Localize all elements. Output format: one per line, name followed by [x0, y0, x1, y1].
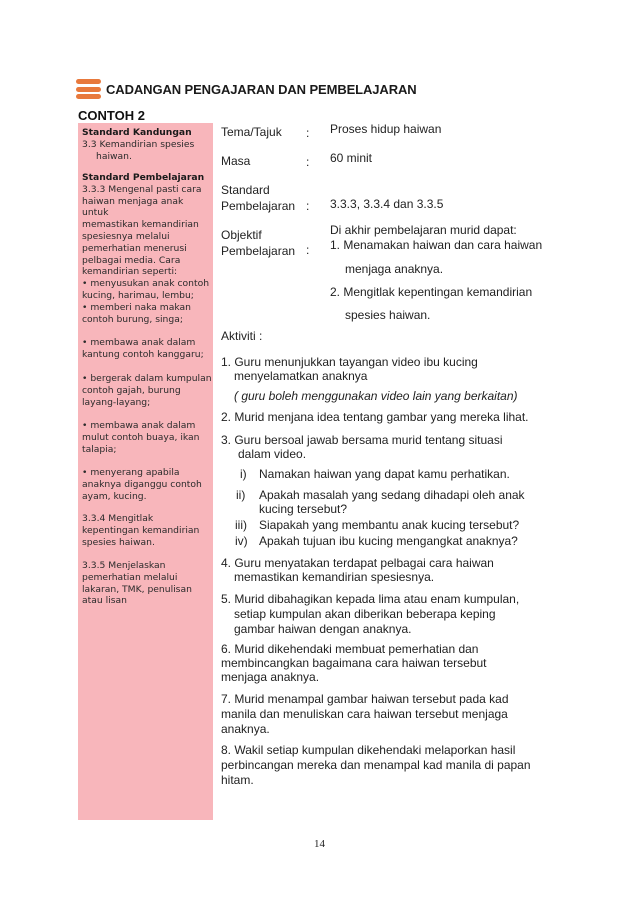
objektif-label	[221, 227, 295, 259]
sp-line: 3.3.3 Mengenal pasti cara	[82, 183, 202, 195]
section-header	[76, 78, 417, 100]
sp-line: pelbagai media. Cara	[82, 254, 181, 266]
page-number: 14	[314, 838, 325, 850]
activity-7-cont: anaknya.	[221, 722, 270, 736]
bullet-item	[82, 373, 212, 408]
question-number: i)	[240, 467, 247, 481]
question-2: Apakah masalah yang sedang dihadapi oleh anak	[259, 488, 525, 502]
activity-8-cont: perbincangan mereka dan menampal kad manila di papan	[221, 758, 531, 772]
bullet-line: • menyusukan anak contoh	[82, 278, 210, 290]
obj-label-line: Objektif	[221, 228, 262, 242]
s334-line: spesies haiwan.	[82, 536, 155, 548]
activity-5-cont: gambar haiwan dengan anaknya.	[234, 622, 412, 636]
standards-sidebar	[78, 123, 213, 820]
objektif-1: 1. Menamakan haiwan dan cara haiwan	[330, 238, 543, 252]
tema-label: Tema/Tajuk	[221, 125, 282, 139]
tema-value: Proses hidup haiwan	[330, 122, 442, 136]
activity-7: 7. Murid menampal gambar haiwan tersebut pada kad	[221, 692, 509, 706]
bullet-line: talapia;	[82, 443, 117, 455]
bullet-item	[82, 302, 212, 326]
sp-label-line: Pembelajaran	[221, 199, 296, 213]
obj-label-line: Pembelajaran	[221, 244, 296, 258]
bullet-line: contoh burung, singa;	[82, 313, 183, 325]
bullet-line: layang-layang;	[82, 396, 151, 408]
sk-heading: Standard Kandungan	[82, 127, 192, 138]
sp-value: 3.3.3, 3.3.4 dan 3.3.5	[330, 197, 444, 211]
activity-8: 8. Wakil setiap kumpulan dikehendaki melaporkan hasil	[221, 743, 516, 757]
s334-line: 3.3.4 Mengitlak	[82, 513, 154, 524]
sp-line: kemandirian seperti:	[82, 266, 178, 278]
activity-1-note: ( guru boleh menggunakan video lain yang berkaitan)	[234, 389, 518, 403]
bullet-line: contoh gajah, burung	[82, 384, 181, 396]
colon: :	[306, 155, 310, 169]
sk-text: 3.3 Kemandirian spesies	[82, 138, 195, 150]
activity-3: 3. Guru bersoal jawab bersama murid tentang situasi	[221, 433, 503, 447]
standard-334	[82, 513, 212, 548]
objektif-intro: Di akhir pembelajaran murid dapat:	[330, 223, 517, 237]
s335-line: 3.3.5 Menjelaskan	[82, 560, 166, 571]
bullet-line: • memberi naka makan	[82, 302, 191, 313]
colon: :	[306, 243, 310, 257]
sp-line: spesiesnya melalui	[82, 230, 170, 242]
s335-line: pemerhatian melalui	[82, 571, 178, 583]
objektif-1-cont: menjaga anaknya.	[345, 262, 444, 276]
question-4: Apakah tujuan ibu kucing mengangkat anaknya?	[259, 534, 518, 548]
bullet-line: kantung contoh kanggaru;	[82, 348, 204, 360]
section-label: CONTOH 2	[78, 108, 145, 123]
s335-line: lakaran, TMK, penulisan	[82, 583, 192, 595]
sk-block	[82, 127, 212, 162]
sp-heading: Standard Pembelajaran	[82, 172, 205, 183]
question-1: Namakan haiwan yang dapat kamu perhatikan.	[259, 467, 510, 481]
question-number: ii)	[236, 488, 246, 502]
activity-1: 1. Guru menunjukkan tayangan video ibu kucing	[221, 355, 478, 369]
bullet-line: kucing, harimau, lembu;	[82, 289, 194, 301]
sk-text: haiwan.	[96, 150, 132, 162]
objektif-2: 2. Mengitlak kepentingan kemandirian	[330, 285, 533, 299]
masa-value: 60 minit	[330, 151, 373, 165]
activity-8-cont: hitam.	[221, 773, 254, 787]
bullet-line: anaknya diganggu contoh	[82, 478, 202, 490]
bullet-item	[82, 420, 212, 455]
aktiviti-heading: Aktiviti :	[221, 329, 263, 343]
activity-4: 4. Guru menyatakan terdapat pelbagai cara haiwan	[221, 556, 494, 570]
colon: :	[306, 126, 310, 140]
activity-5: 5. Murid dibahagikan kepada lima atau enam kumpulan,	[221, 592, 520, 606]
sp-label	[221, 182, 295, 214]
bullet-item	[82, 467, 212, 502]
bullet-line: mulut contoh buaya, ikan	[82, 431, 200, 443]
activity-4-cont: memastikan kemandirian spesiesnya.	[234, 570, 435, 584]
sp-label-line: Standard	[221, 183, 270, 197]
activity-1-cont: menyelamatkan anaknya	[234, 369, 368, 383]
bullet-line: ayam, kucing.	[82, 490, 147, 502]
standard-335	[82, 560, 212, 607]
sp-block	[82, 172, 212, 302]
sp-line: haiwan menjaga anak untuk	[82, 195, 184, 219]
bullet-line: • bergerak dalam kumpulan	[82, 373, 212, 384]
question-3: Siapakah yang membantu anak kucing tersebut?	[259, 518, 520, 532]
s335-line: atau lisan	[82, 595, 127, 607]
activity-5-cont: setiap kumpulan akan diberikan beberapa keping	[234, 607, 496, 621]
sp-line: pemerhatian menerusi	[82, 242, 187, 254]
bullet-item	[82, 337, 212, 361]
bullet-line: • membawa anak dalam	[82, 420, 196, 431]
activity-3-cont: dalam video.	[238, 447, 307, 461]
activity-6-cont: membincangkan bagaimana cara haiwan tersebut	[221, 656, 487, 670]
s334-line: kepentingan kemandirian	[82, 524, 200, 536]
bullet-line: • membawa anak dalam	[82, 337, 196, 348]
colon: :	[306, 199, 310, 213]
activity-7-cont: manila dan menuliskan cara haiwan tersebut menjaga	[221, 707, 508, 721]
question-2-cont: kucing tersebut?	[259, 502, 348, 516]
masa-label: Masa	[221, 154, 251, 168]
activity-6-cont: menjaga anaknya.	[221, 670, 320, 684]
menu-icon	[76, 79, 101, 99]
header-title: CADANGAN PENGAJARAN DAN PEMBELAJARAN	[106, 81, 417, 97]
activity-2: 2. Murid menjana idea tentang gambar yang mereka lihat.	[221, 410, 529, 424]
objektif-2-cont: spesies haiwan.	[345, 308, 431, 322]
sp-line: memastikan kemandirian	[82, 219, 199, 231]
activity-6: 6. Murid dikehendaki membuat pemerhatian dan	[221, 642, 479, 656]
question-number: iv)	[235, 534, 248, 548]
bullet-line: • menyerang apabila	[82, 467, 180, 478]
question-number: iii)	[235, 518, 247, 532]
